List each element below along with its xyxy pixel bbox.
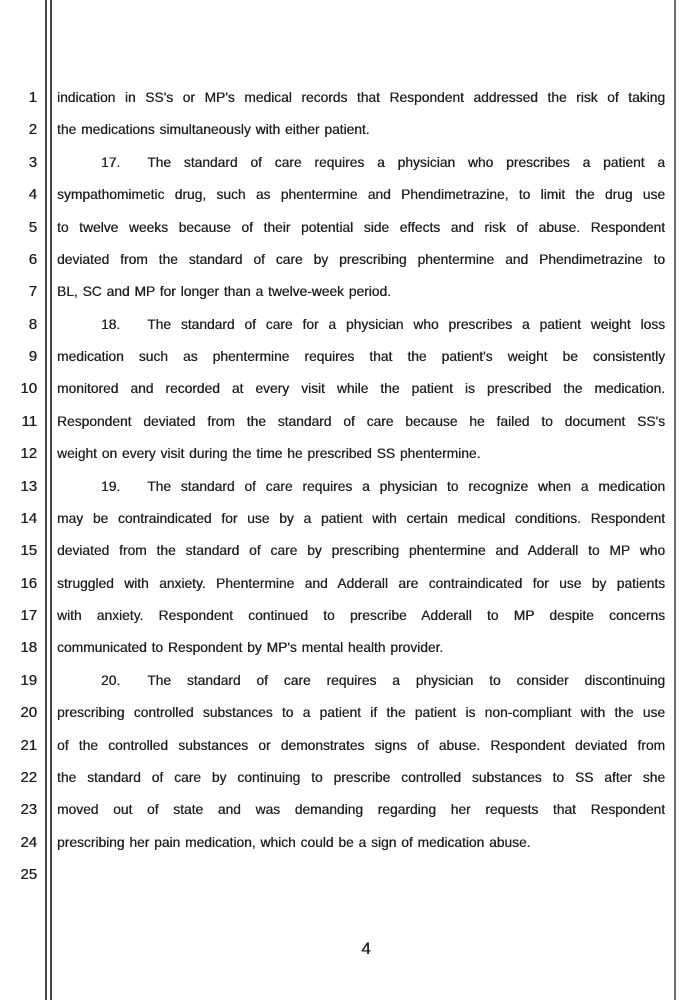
line-number: 18	[20, 639, 37, 657]
line-body: The standard of care for a physician who prescribes a patient weight loss	[147, 316, 665, 332]
line-number: 16	[20, 574, 37, 592]
line-body: the standard of care by continuing to prescribe controlled substances to SS after she	[57, 769, 665, 785]
line-text	[57, 859, 665, 891]
line-number: 14	[20, 509, 37, 527]
line-text	[57, 535, 665, 567]
pleading-line-row	[0, 244, 697, 276]
paragraph-number: 19.	[101, 478, 121, 494]
line-number: 8	[28, 315, 37, 333]
line-number: 13	[20, 477, 37, 495]
line-text	[57, 179, 665, 211]
line-body: sympathomimetic drug, such as phentermine and Phendimetrazine, to limit the drug use	[57, 187, 665, 203]
line-number: 9	[28, 348, 37, 365]
pleading-line-row	[0, 697, 697, 729]
line-number: 17	[20, 607, 37, 624]
pleading-line-row	[0, 114, 697, 146]
line-number: 24	[20, 833, 37, 851]
line-body: The standard of care requires a physician to consider discontinuing	[147, 672, 665, 688]
line-body: prescribing her pain medication, which could be a sign of medication abuse.	[57, 834, 531, 850]
pleading-line-row	[0, 471, 697, 503]
pleading-line-row	[0, 665, 697, 697]
pleading-line-row	[0, 82, 697, 114]
line-number: 23	[20, 801, 37, 819]
line-text	[57, 632, 665, 664]
pleading-line-row	[0, 859, 697, 891]
line-number: 21	[20, 736, 37, 754]
paragraph-number: 18.	[101, 316, 121, 332]
paragraph-number: 17.	[101, 154, 121, 170]
line-text	[57, 341, 665, 373]
pleading-line-row	[0, 794, 697, 826]
line-body: of the controlled substances or demonstrates signs of abuse. Respondent deviated from	[57, 737, 665, 753]
line-number: 10	[20, 380, 37, 398]
line-number: 3	[28, 153, 37, 171]
line-body: with anxiety. Respondent continued to prescribe Adderall to MP despite concerns	[57, 608, 665, 623]
line-text	[57, 471, 665, 503]
pleading-line-row	[0, 276, 697, 308]
line-text	[57, 794, 665, 826]
line-text	[57, 114, 665, 146]
line-text	[57, 665, 665, 697]
line-number: 15	[20, 542, 37, 560]
line-body: may be contraindicated for use by a patient with certain medical conditions. Respondent	[57, 510, 665, 526]
line-body: monitored and recorded at every visit while the patient is prescribed the medication.	[57, 381, 665, 397]
line-text	[57, 762, 665, 794]
line-body: weight on every visit during the time he prescribed SS phentermine.	[57, 446, 481, 462]
line-body: medication such as phentermine requires that the patient's weight be consistently	[57, 349, 665, 364]
line-text	[57, 276, 665, 308]
pleading-line-row	[0, 762, 697, 794]
line-text	[57, 244, 665, 276]
line-number: 7	[28, 283, 37, 301]
line-text	[57, 147, 665, 179]
line-body: struggled with anxiety. Phentermine and Adderall are contraindicated for use by patients	[57, 575, 665, 591]
line-text	[57, 503, 665, 535]
line-number: 22	[20, 768, 37, 786]
page-number: 4	[361, 939, 371, 958]
line-body: Respondent deviated from the standard of care because he failed to document SS's	[57, 413, 665, 429]
pleading-line-row	[0, 535, 697, 567]
line-text	[57, 827, 665, 859]
line-number: 19	[20, 671, 37, 689]
pleading-line-row	[0, 406, 697, 438]
pleading-line-row	[0, 147, 697, 179]
line-text	[57, 82, 665, 114]
line-body: moved out of state and was demanding regarding her requests that Respondent	[57, 802, 665, 818]
pleading-line-row	[0, 827, 697, 859]
line-body: the medications simultaneously with either patient.	[57, 122, 370, 138]
pleading-line-row	[0, 438, 697, 470]
line-number: 20	[20, 704, 37, 722]
line-text	[57, 697, 665, 729]
pleading-line-row	[0, 341, 697, 373]
pleading-line-row	[0, 179, 697, 211]
paragraph-number: 20.	[101, 672, 121, 688]
pleading-line-row	[0, 212, 697, 244]
line-text	[57, 568, 665, 600]
line-body: The standard of care requires a physician who prescribes a patient a	[147, 154, 665, 170]
pleading-line-row	[0, 373, 697, 405]
line-text	[57, 309, 665, 341]
pleading-line-row	[0, 503, 697, 535]
line-body: The standard of care requires a physician to recognize when a medication	[147, 478, 665, 494]
line-text	[57, 373, 665, 405]
line-number: 2	[28, 121, 37, 139]
line-body: to twelve weeks because of their potential side effects and risk of abuse. Respondent	[57, 219, 665, 235]
pleading-line-row	[0, 600, 697, 632]
line-number: 4	[28, 186, 37, 204]
line-text	[57, 438, 665, 470]
pleading-line-row	[0, 568, 697, 600]
line-number: 1	[28, 89, 37, 106]
line-number: 5	[28, 218, 37, 236]
pleading-line-row	[0, 730, 697, 762]
line-number: 6	[28, 250, 37, 268]
line-text	[57, 600, 665, 632]
line-text	[57, 730, 665, 762]
pleading-line-row	[0, 632, 697, 664]
pleading-lines	[0, 82, 697, 891]
line-number: 12	[20, 445, 37, 463]
pleading-line-row	[0, 309, 697, 341]
line-text	[57, 212, 665, 244]
line-number: 11	[21, 412, 37, 430]
line-body: communicated to Respondent by MP's mental health provider.	[57, 640, 444, 656]
line-body: indication in SS's or MP's medical records that Respondent addressed the risk of taking	[57, 90, 665, 105]
line-number: 25	[20, 866, 37, 883]
line-body: deviated from the standard of care by prescribing phentermine and Adderall to MP who	[57, 543, 665, 559]
line-body: prescribing controlled substances to a patient if the patient is non-compliant with the use	[57, 705, 665, 721]
line-body: BL, SC and MP for longer than a twelve-week period.	[57, 284, 391, 300]
line-text	[57, 406, 665, 438]
line-body: deviated from the standard of care by prescribing phentermine and Phendimetrazine to	[57, 251, 665, 267]
